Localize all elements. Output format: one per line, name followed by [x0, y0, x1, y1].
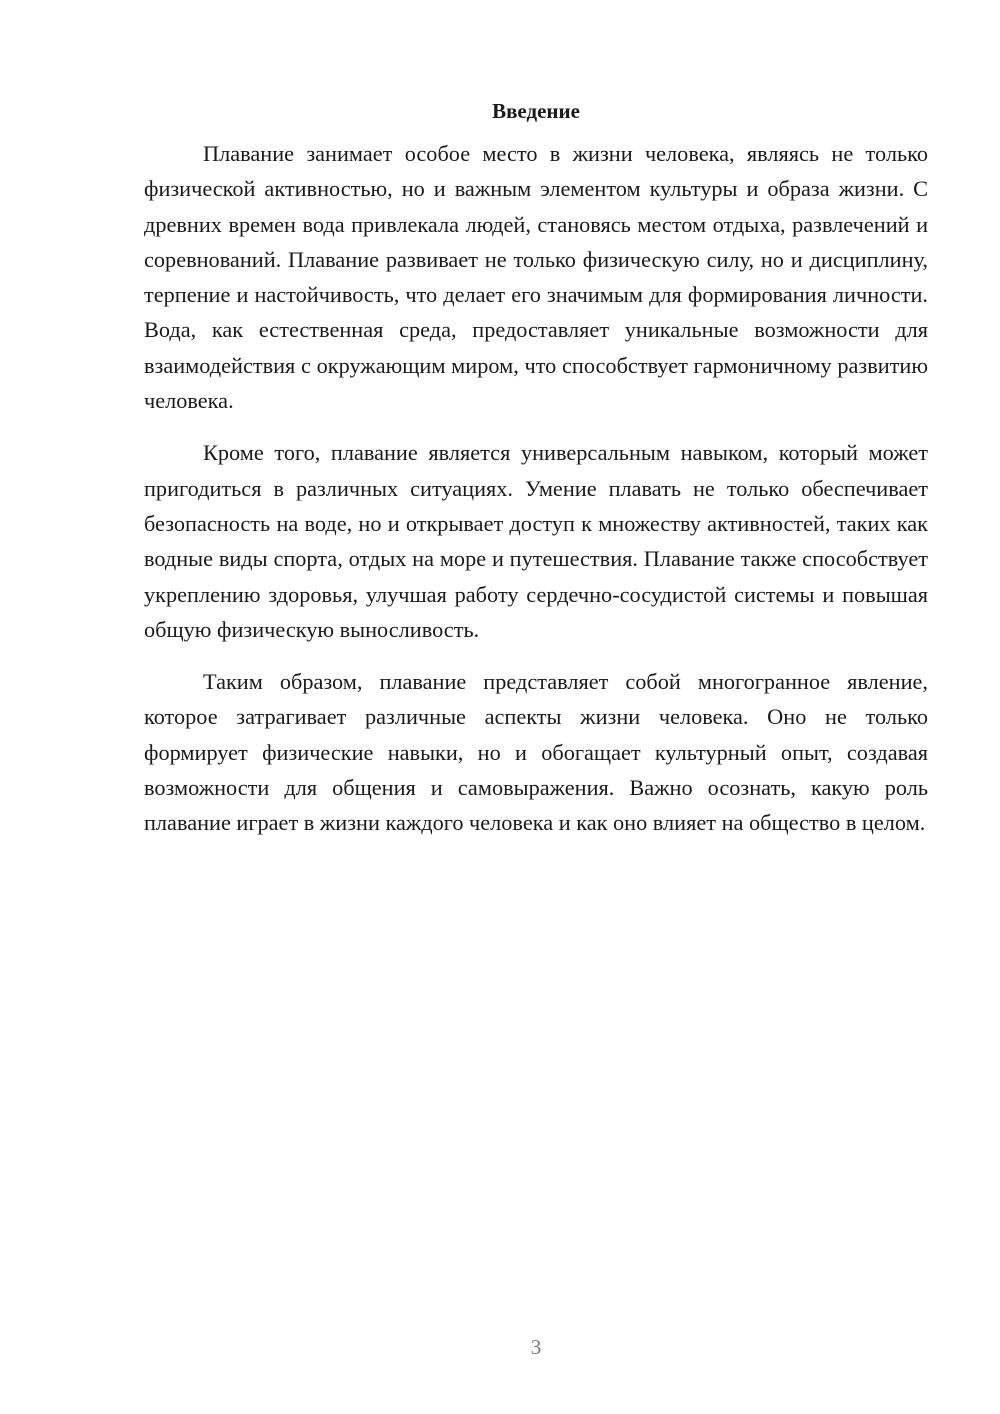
paragraph-1: Плавание занимает особое место в жизни человека, являясь не только физической активностью, но и важным элементом культуры и образа жизни. С древних времен вода привлекала людей, становясь местом отдыха, развлечений и соревнований. Плавание развивает не только физическую силу, но и дисциплину, терпение и настойчивость, что делает его значимым для формирования личности. Вода, как естественная среда, предоставляет уникальные возможности для взаимодействия с окружающим миром, что способствует гармоничному развитию человека.	[144, 141, 928, 414]
paragraph-3: Таким образом, плавание представляет собой многогранное явление, которое затрагивает различные аспекты жизни человека. Оно не только формирует физические навыки, но и обогащает культурный опыт, создавая возможности для общения и самовыражения. Важно осознать, какую роль плавание играет в жизни каждого человека и как оно влияет на общество в целом.	[144, 669, 928, 836]
paragraph-2: Кроме того, плавание является универсальным навыком, который может пригодиться в различных ситуациях. Умение плавать не только обеспечивает безопасность на воде, но и открывает доступ к множеству активностей, таких как водные виды спорта, отдых на море и путешествия. Плавание также способствует укреплению здоровья, улучшая работу сердечно-сосудистой системы и повышая общую физическую выносливость.	[144, 440, 928, 642]
page-number: 3	[530, 1335, 542, 1359]
section-title: Введение	[492, 99, 580, 123]
page-content	[144, 96, 928, 858]
